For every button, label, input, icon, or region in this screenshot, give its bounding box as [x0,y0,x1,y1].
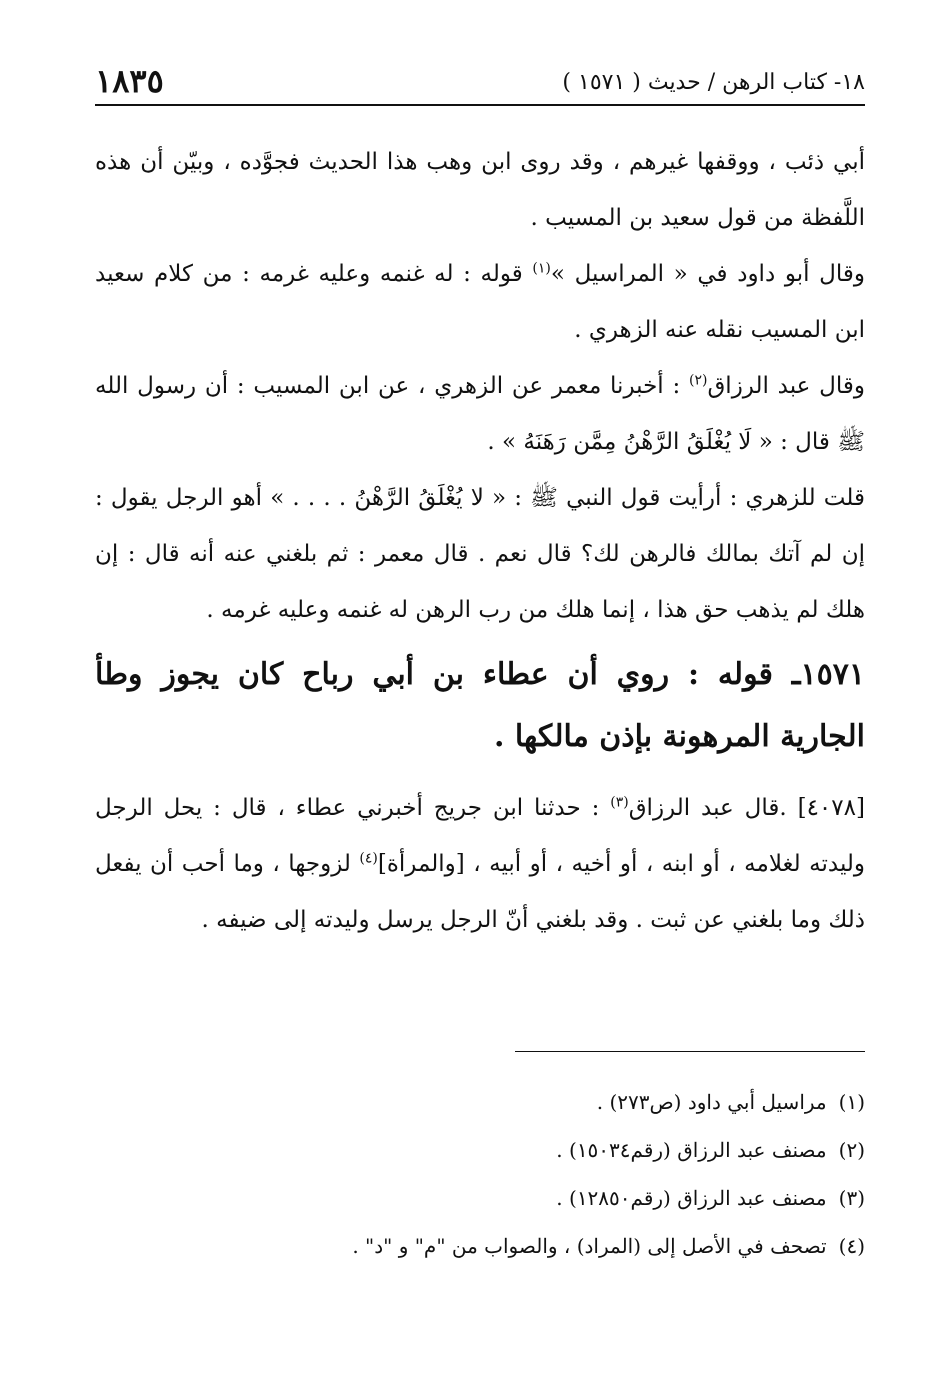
hadith-text: روي أن عطاء بن أبي رباح كان يجوز وطأ الجارية المرهونة بإذن مالكها . [95,657,865,754]
hadith-label: قوله : [687,657,773,692]
paragraph-3-text-b: : أخبرنا معمر عن الزهري ، عن ابن المسيب : أن رسول الله ﷺ قال : « لَا يُغْلَقُ الرَّهْنُ مِمَّن رَهَنَهُ » . [95,373,865,455]
narration-text-b: : حدثنا ابن جريج أخبرني عطاء ، قال : يحل الرجل وليدته لغلامه ، أو ابنه ، أو أخيه ، أو أبيه ، [والمرأة] [95,795,865,877]
footnote-ref-4: (٤) [359,850,378,867]
narration-ref: [٤٠٧٨] . [779,795,865,821]
narration-paragraph [95,780,865,948]
narration-text-a: قال عبد الرزاق [628,795,780,821]
footnote-3 [95,1174,865,1222]
paragraph-4: قلت للزهري : أرأيت قول النبي ﷺ : « لا يُغْلَقُ الرَّهْنُ . . . . » أهو الرجل يقول : إن لم آتك بمالك فالرهن لك؟ قال نعم . قال معمر : ثم بلغني عنه أنه قال : إن هلك لم يذهب حق هذا ، إنما هلك من رب الرهن له غنمه وعليه غرمه . [95,485,865,623]
footnote-text: مصنف عبد الرزاق (رقم١٥٠٣٤) . [556,1138,827,1162]
narration-text-c: لزوجها ، وما أحب أن يفعل ذلك وما بلغني عن ثبت . وقد بلغني أنّ الرجل يرسل وليدته إلى ضيفه . [95,851,865,933]
footnote-text: مراسيل أبي داود (ص٢٧٣) . [596,1090,827,1114]
header-divider [95,104,865,106]
paragraph-2-text-b: قوله : له غنمه وعليه غرمه : من كلام سعيد ابن المسيب نقله عنه الزهري . [95,261,865,343]
footnote-4 [95,1222,865,1270]
footnotes [95,1078,865,1270]
footnote-text: مصنف عبد الرزاق (رقم١٢٨٥٠) . [556,1186,827,1210]
paragraph-1: أبي ذئب ، ووقفها غيرهم ، وقد روى ابن وهب هذا الحديث فجوَّده ، وبيّن أن هذه اللَّفظة من قول سعيد بن المسيب . [95,149,865,231]
running-title: ١٨- كتاب الرهن / حديث ( ١٥٧١ ) [562,70,865,95]
footnote-text: تصحف في الأصل إلى (المراد) ، والصواب من "م" و "د" . [352,1234,827,1258]
footnote-ref-3: (٣) [610,794,629,811]
footnote-divider [515,1051,865,1052]
paragraph-3-text-a: وقال عبد الرزاق [707,373,865,399]
paragraph-2 [95,246,865,358]
paragraph-3 [95,358,865,470]
page-number: ١٨٣٥ [95,62,164,100]
hadith-heading [95,644,865,768]
footnote-number: (٣) [838,1186,865,1210]
footnote-1 [95,1078,865,1126]
footnote-number: (٢) [838,1138,865,1162]
footnote-ref-2: (٢) [688,372,708,389]
footnote-ref-1: (١) [532,260,551,277]
footnote-number: (١) [838,1090,865,1114]
main-text [95,134,865,948]
footnote-2 [95,1126,865,1174]
paragraph-2-text-a: وقال أبو داود في « المراسيل » [550,261,865,287]
page-header [95,60,865,106]
hadith-number: ١٥٧١ـ [791,657,865,692]
footnote-number: (٤) [838,1234,865,1258]
